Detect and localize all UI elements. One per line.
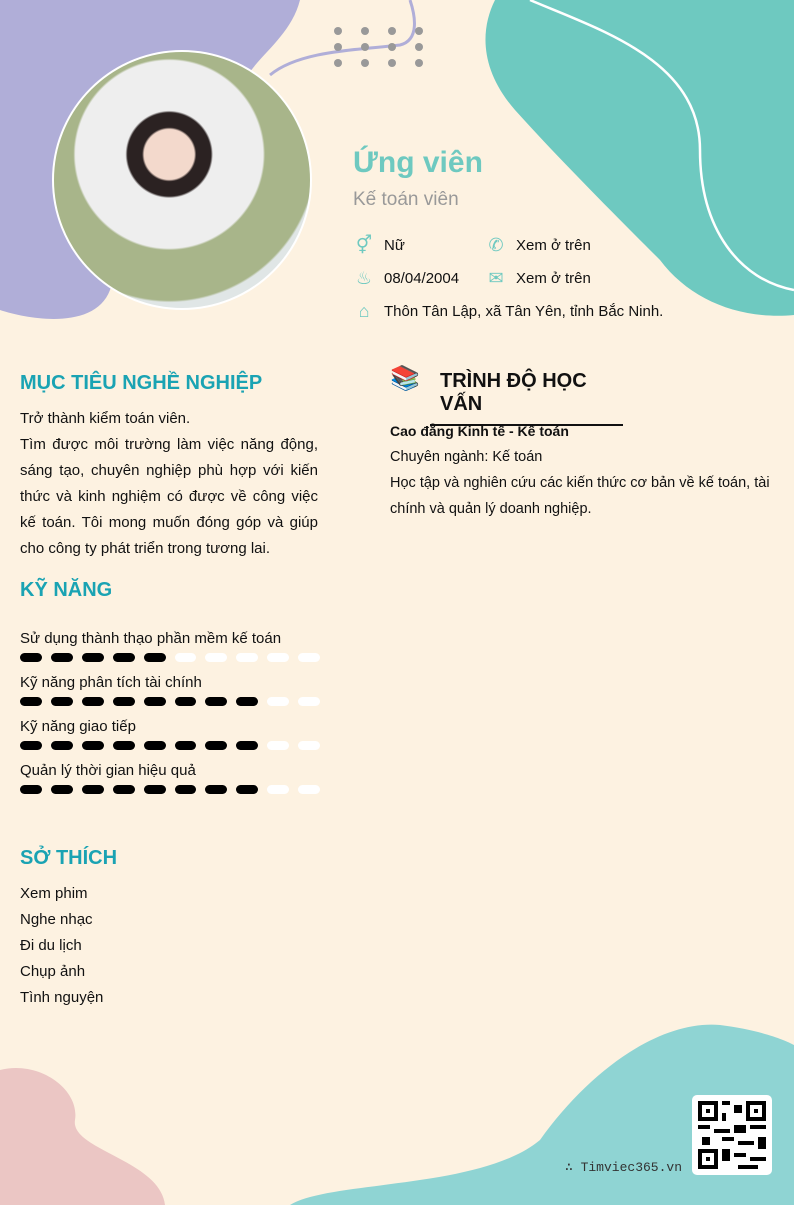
skill-rating-dot — [175, 653, 197, 662]
skill-rating-dot — [82, 741, 104, 750]
skill-rating — [20, 741, 320, 750]
education-school: Cao đẳng Kinh tế - Kế toán — [390, 423, 569, 439]
skill-label: Quản lý thời gian hiệu quả — [20, 762, 196, 779]
skill-rating-dot — [144, 697, 166, 706]
objective-line-1: Trở thành kiểm toán viên. — [20, 410, 191, 427]
hobby-item: Xem phim — [20, 885, 88, 902]
skill-rating-dot — [267, 697, 289, 706]
skill-rating-dot — [82, 697, 104, 706]
birthday-cake-icon: ♨ — [355, 268, 373, 288]
skill-rating-dot — [82, 785, 104, 794]
skill-rating-dot — [267, 785, 289, 794]
skill-rating-dot — [236, 653, 258, 662]
skill-item — [20, 762, 320, 794]
skill-rating-dot — [175, 697, 197, 706]
education-major: Chuyên ngành: Kế toán — [390, 449, 543, 465]
skill-rating-dot — [267, 653, 289, 662]
skill-label: Sử dụng thành thạo phần mềm kế toán — [20, 630, 282, 647]
gender-value: Nữ — [384, 237, 405, 254]
objective-title: MỤC TIÊU NGHỀ NGHIỆP — [20, 372, 263, 394]
qr-code-pattern — [698, 1101, 766, 1169]
skill-label: Kỹ năng phân tích tài chính — [20, 674, 202, 691]
objective-text — [20, 406, 318, 562]
skill-rating-dot — [144, 785, 166, 794]
skill-rating-dot — [51, 697, 73, 706]
hobbies-title: SỞ THÍCH — [20, 847, 118, 869]
skill-rating — [20, 785, 320, 794]
skills-list — [20, 630, 320, 806]
skill-rating-dot — [236, 785, 258, 794]
hobby-item: Nghe nhạc — [20, 911, 93, 928]
skill-rating-dot — [113, 697, 135, 706]
skill-rating — [20, 653, 320, 662]
job-title: Kế toán viên — [353, 189, 459, 210]
skill-rating-dot — [144, 741, 166, 750]
skill-rating-dot — [113, 741, 135, 750]
education-entry — [390, 418, 770, 522]
email-icon: ✉ — [488, 268, 504, 288]
skill-rating-dot — [298, 741, 320, 750]
hobby-item: Tình nguyện — [20, 989, 104, 1006]
skill-rating-dot — [175, 741, 197, 750]
skill-rating — [20, 697, 320, 706]
address-value: Thôn Tân Lập, xã Tân Yên, tỉnh Bắc Ninh. — [384, 303, 664, 320]
skill-item — [20, 718, 320, 750]
skill-rating-dot — [175, 785, 197, 794]
skill-rating-dot — [267, 741, 289, 750]
hobby-item: Chụp ảnh — [20, 963, 86, 980]
skill-rating-dot — [20, 785, 42, 794]
objective-line-2: Tìm được môi trường làm việc năng động, sáng tạo, chuyên nghiệp phù hợp với kiến thức và kinh nghiệm có được về công việc kế toán. Tôi mong muốn đóng góp và giúp cho công ty phát triển trong tương lai. — [20, 436, 318, 557]
profile-photo — [52, 50, 312, 310]
education-title: TRÌNH ĐỘ HỌC VẤN — [430, 370, 623, 426]
skill-rating-dot — [51, 785, 73, 794]
skills-title: KỸ NĂNG — [20, 579, 113, 601]
skill-rating-dot — [298, 697, 320, 706]
skill-rating-dot — [298, 653, 320, 662]
education-description: Học tập và nghiên cứu các kiến thức cơ bản về kế toán, tài chính và quản lý doanh nghiệp. — [390, 475, 770, 517]
footer-brand: ∴ Timviec365.vn — [564, 1160, 682, 1175]
phone-icon: ✆ — [488, 235, 504, 255]
email-value: Xem ở trên — [516, 270, 591, 287]
skill-rating-dot — [51, 741, 73, 750]
skill-rating-dot — [20, 653, 42, 662]
skill-rating-dot — [298, 785, 320, 794]
skill-rating-dot — [20, 741, 42, 750]
skill-rating-dot — [82, 653, 104, 662]
skill-item — [20, 630, 320, 662]
graduation-books-icon: 📚 — [390, 365, 420, 392]
skill-rating-dot — [144, 653, 166, 662]
gender-icon: ⚥ — [355, 235, 373, 255]
skill-rating-dot — [51, 653, 73, 662]
hobbies-list — [20, 881, 103, 1011]
skill-rating-dot — [113, 785, 135, 794]
skill-rating-dot — [205, 697, 227, 706]
candidate-name: Ứng viên — [353, 146, 483, 179]
skill-rating-dot — [205, 653, 227, 662]
phone-value: Xem ở trên — [516, 237, 591, 254]
skill-rating-dot — [205, 741, 227, 750]
skill-rating-dot — [236, 741, 258, 750]
birthday-value: 08/04/2004 — [384, 270, 460, 287]
home-icon: ⌂ — [358, 301, 370, 321]
skill-rating-dot — [205, 785, 227, 794]
skill-label: Kỹ năng giao tiếp — [20, 718, 136, 735]
skill-rating-dot — [113, 653, 135, 662]
hobby-item: Đi du lịch — [20, 937, 82, 954]
skill-rating-dot — [20, 697, 42, 706]
skill-rating-dot — [236, 697, 258, 706]
qr-code[interactable] — [692, 1095, 772, 1175]
skill-item — [20, 674, 320, 706]
